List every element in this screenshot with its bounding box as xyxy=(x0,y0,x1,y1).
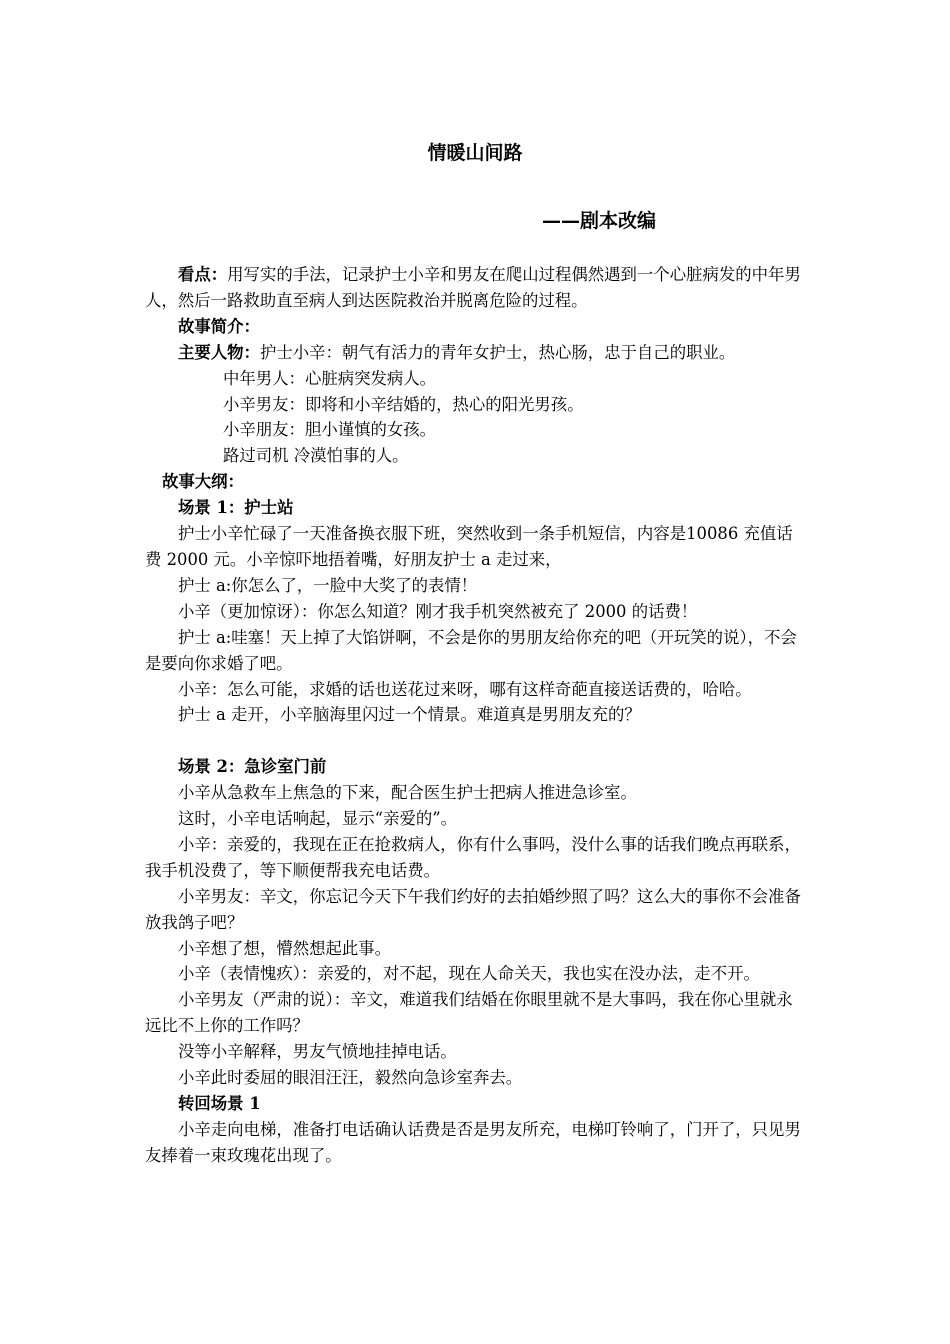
character-item: 小辛男友：即将和小辛结婚的，热心的阳光男孩。 xyxy=(223,394,584,414)
scene1-heading: 场景 1：护士站 xyxy=(178,498,294,518)
document-subtitle: ——剧本改编 xyxy=(542,210,657,232)
scene2-heading: 场景 2：急诊室门前 xyxy=(178,757,327,777)
character-nurse: 护士小辛：朝气有活力的青年女护士，热心肠，忠于自己的职业。 xyxy=(259,342,736,362)
document-body xyxy=(145,262,807,1169)
scene1-paragraph: 护士 a:你怎么了，一脸中大奖了的表情！ xyxy=(178,575,478,595)
character-item: 中年男人：心脏病突发病人。 xyxy=(223,368,437,388)
document-title: 情暖山间路 xyxy=(427,142,523,164)
scene2-paragraph: 小辛想了想，懵然想起此事。 xyxy=(178,938,392,958)
scene2-paragraph: 没等小辛解释，男友气愤地挂掉电话。 xyxy=(178,1042,457,1062)
scene2-paragraph: 小辛男友：辛文，你忘记今天下午我们约好的去拍婚纱照了吗？这么大的事你不会准备放我鸽子吧？ xyxy=(145,886,801,932)
return-paragraph: 小辛走向电梯，准备打电话确认话费是否是男友所充，电梯叮铃响了，门开了，只见男友捧着一束玫瑰花出现了。 xyxy=(145,1119,801,1165)
scene1-paragraph: 护士小辛忙碌了一天准备换衣服下班，突然收到一条手机短信，内容是10086 充值话费 2000 元。小辛惊吓地捂着嘴，好朋友护士 a 走过来， xyxy=(145,524,793,569)
character-item: 小辛朋友：胆小谨慎的女孩。 xyxy=(223,420,437,440)
characters-paragraph xyxy=(145,340,807,366)
highlight-label: 看点： xyxy=(178,265,228,284)
scene1-paragraph: 护士 a 走开，小辛脑海里闪过一个情景。难道真是男朋友充的？ xyxy=(178,705,641,725)
characters-label: 主要人物： xyxy=(178,342,260,362)
scene2-paragraph: 小辛从急救车上焦急的下来，配合医生护士把病人推进急诊室。 xyxy=(178,783,637,803)
return-heading: 转回场景 1 xyxy=(178,1093,261,1113)
highlight-text: 用写实的手法，记录护士小辛和男友在爬山过程偶然遇到一个心脏病发的中年男人，然后一路救助直至病人到达医院救治并脱离危险的过程。 xyxy=(145,265,801,310)
highlight-paragraph xyxy=(145,262,807,314)
scene2-paragraph: 小辛男友（严肃的说）：辛文，难道我们结婚在你眼里就不是大事吗，我在你心里就永远比不上你的工作吗？ xyxy=(145,990,793,1036)
scene2-paragraph: 小辛（表情愧疚）：亲爱的，对不起，现在人命关天，我也实在没办法，走不开。 xyxy=(178,964,760,984)
character-item: 路过司机 冷漠怕事的人。 xyxy=(223,446,409,466)
scene1-paragraph: 小辛（更加惊讶）：你怎么知道？刚才我手机突然被充了 2000 的话费！ xyxy=(178,601,698,621)
scene2-paragraph: 小辛此时委屈的眼泪汪汪，毅然向急诊室奔去。 xyxy=(178,1068,523,1088)
scene1-paragraph: 小辛：怎么可能，求婚的话也送花过来呀，哪有这样奇葩直接送话费的，哈哈。 xyxy=(178,679,752,699)
scene1-paragraph: 护士 a:哇塞！天上掉了大馅饼啊，不会是你的男朋友给你充的吧（开玩笑的说），不会是要向你求婚了吧。 xyxy=(145,627,797,673)
scene2-paragraph: 这时，小辛电话响起，显示“亲爱的”。 xyxy=(178,809,458,829)
scene2-paragraph: 小辛：亲爱的，我现在正在抢救病人，你有什么事吗，没什么事的话我们晚点再联系，我手机没费了，等下顺便帮我充电话费。 xyxy=(145,834,801,880)
outline-heading: 故事大纲： xyxy=(162,472,244,492)
spacer xyxy=(145,728,807,754)
synopsis-heading: 故事简介： xyxy=(178,316,260,336)
